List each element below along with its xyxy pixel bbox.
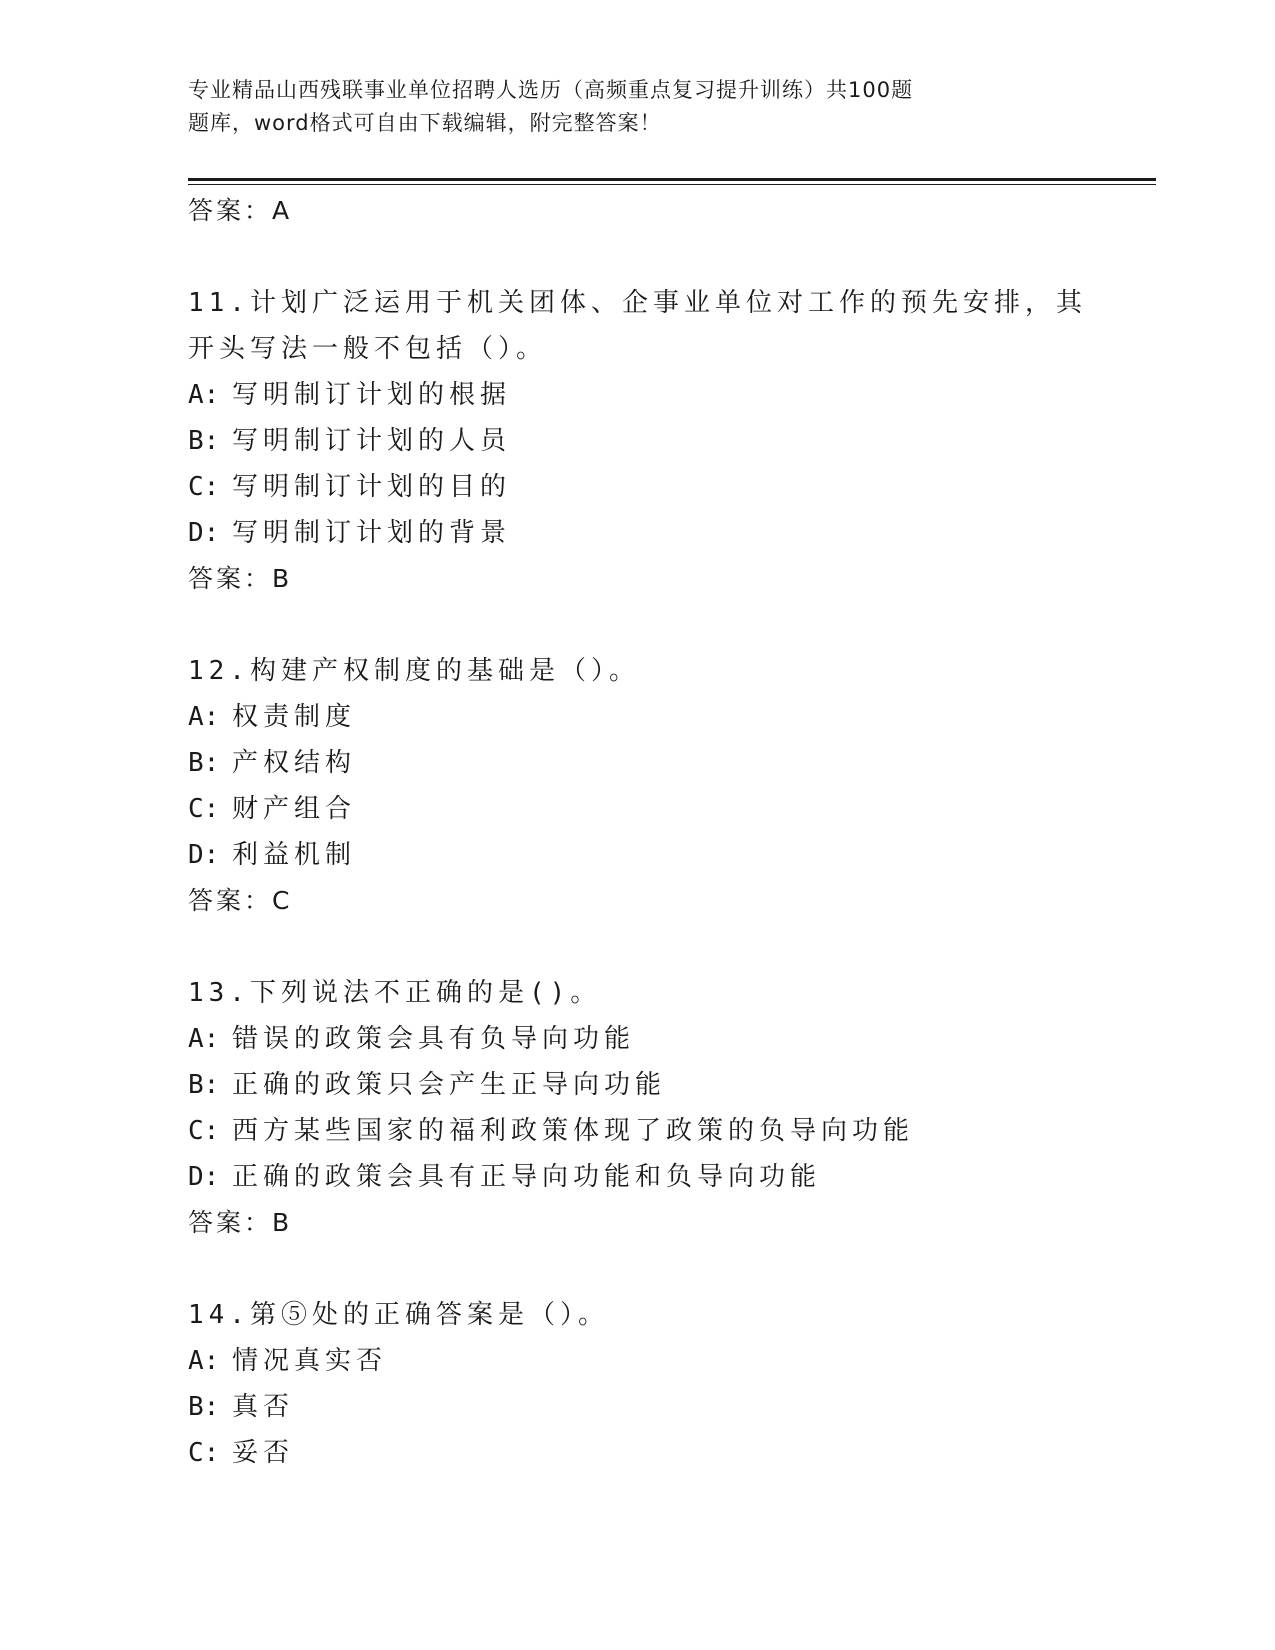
question-number: 11. [188, 288, 250, 318]
question-12 [188, 648, 1156, 924]
header-line-1: 专业精品山西残联事业单位招聘人选历（高频重点复习提升训练）共100题 [188, 78, 914, 102]
option-text: 产权结构 [232, 748, 357, 778]
answer-label: 答案： [188, 564, 273, 593]
document-body [188, 188, 1156, 1476]
option-b [188, 1062, 1156, 1108]
option-c [188, 464, 1156, 510]
option-key: D: [188, 518, 220, 548]
answer-value: B [272, 564, 291, 593]
answer-line [188, 878, 1156, 924]
option-text: 情况真实否 [232, 1346, 388, 1376]
option-text: 正确的政策只会产生正导向功能 [232, 1070, 667, 1100]
option-a [188, 694, 1156, 740]
option-text: 写明制订计划的人员 [232, 426, 512, 456]
option-text: 权责制度 [232, 702, 357, 732]
question-stem [188, 648, 1156, 694]
question-text: 计划广泛运用于机关团体、企事业单位对工作的预先安排，其开头写法一般不包括（）。 [188, 288, 1087, 364]
question-text: 构建产权制度的基础是（）。 [249, 656, 640, 686]
spacer [188, 1246, 1156, 1292]
answer-value: A [272, 196, 291, 225]
question-14 [188, 1292, 1156, 1476]
question-stem [188, 970, 1156, 1016]
answer-label: 答案： [188, 196, 273, 225]
answer-value: C [272, 886, 291, 915]
question-number: 13. [188, 978, 250, 1008]
option-text: 写明制订计划的根据 [232, 380, 512, 410]
question-text: 下列说法不正确的是()。 [249, 978, 602, 1008]
option-a [188, 1016, 1156, 1062]
question-11 [188, 280, 1156, 602]
option-text: 写明制订计划的目的 [232, 472, 512, 502]
question-number: 12. [188, 656, 250, 686]
header-rule-thick [188, 178, 1156, 181]
question-number: 14. [188, 1300, 250, 1330]
option-key: A: [188, 1346, 220, 1376]
option-key: B: [188, 748, 220, 778]
option-text: 西方某些国家的福利政策体现了政策的负导向功能 [232, 1116, 915, 1146]
option-a [188, 372, 1156, 418]
option-key: C: [188, 794, 220, 824]
header-rule-thin [188, 184, 1156, 185]
spacer [188, 602, 1156, 648]
question-stem [188, 1292, 1156, 1338]
option-b [188, 740, 1156, 786]
option-b [188, 1384, 1156, 1430]
option-text: 写明制订计划的背景 [232, 518, 512, 548]
option-text: 错误的政策会具有负导向功能 [232, 1024, 636, 1054]
option-text: 利益机制 [232, 840, 357, 870]
answer-line [188, 556, 1156, 602]
option-key: C: [188, 1438, 220, 1468]
option-b [188, 418, 1156, 464]
option-key: B: [188, 1392, 220, 1422]
answer-value: B [272, 1208, 291, 1237]
option-key: B: [188, 1070, 220, 1100]
option-c [188, 786, 1156, 832]
document-header [188, 74, 1068, 140]
option-key: C: [188, 472, 220, 502]
option-c [188, 1430, 1156, 1476]
option-key: A: [188, 380, 220, 410]
spacer [188, 234, 1156, 280]
option-d [188, 510, 1156, 556]
option-key: C: [188, 1116, 220, 1146]
answer-label: 答案： [188, 1208, 273, 1237]
option-d [188, 1154, 1156, 1200]
option-key: A: [188, 702, 220, 732]
answer-line [188, 1200, 1156, 1246]
header-line-2: 题库，word格式可自由下载编辑，附完整答案！ [188, 111, 662, 135]
option-key: D: [188, 840, 220, 870]
option-text: 财产组合 [232, 794, 357, 824]
option-key: A: [188, 1024, 220, 1054]
option-text: 妥否 [232, 1438, 295, 1468]
option-d [188, 832, 1156, 878]
option-key: D: [188, 1162, 220, 1192]
question-stem [188, 280, 1088, 372]
option-key: B: [188, 426, 220, 456]
answer-line [188, 188, 1156, 234]
answer-label: 答案： [188, 886, 273, 915]
question-13 [188, 970, 1156, 1246]
option-text: 真否 [232, 1392, 295, 1422]
spacer [188, 924, 1156, 970]
option-text: 正确的政策会具有正导向功能和负导向功能 [232, 1162, 822, 1192]
option-a [188, 1338, 1156, 1384]
question-text: 第⑤处的正确答案是（）。 [249, 1300, 609, 1330]
option-c [188, 1108, 1156, 1154]
